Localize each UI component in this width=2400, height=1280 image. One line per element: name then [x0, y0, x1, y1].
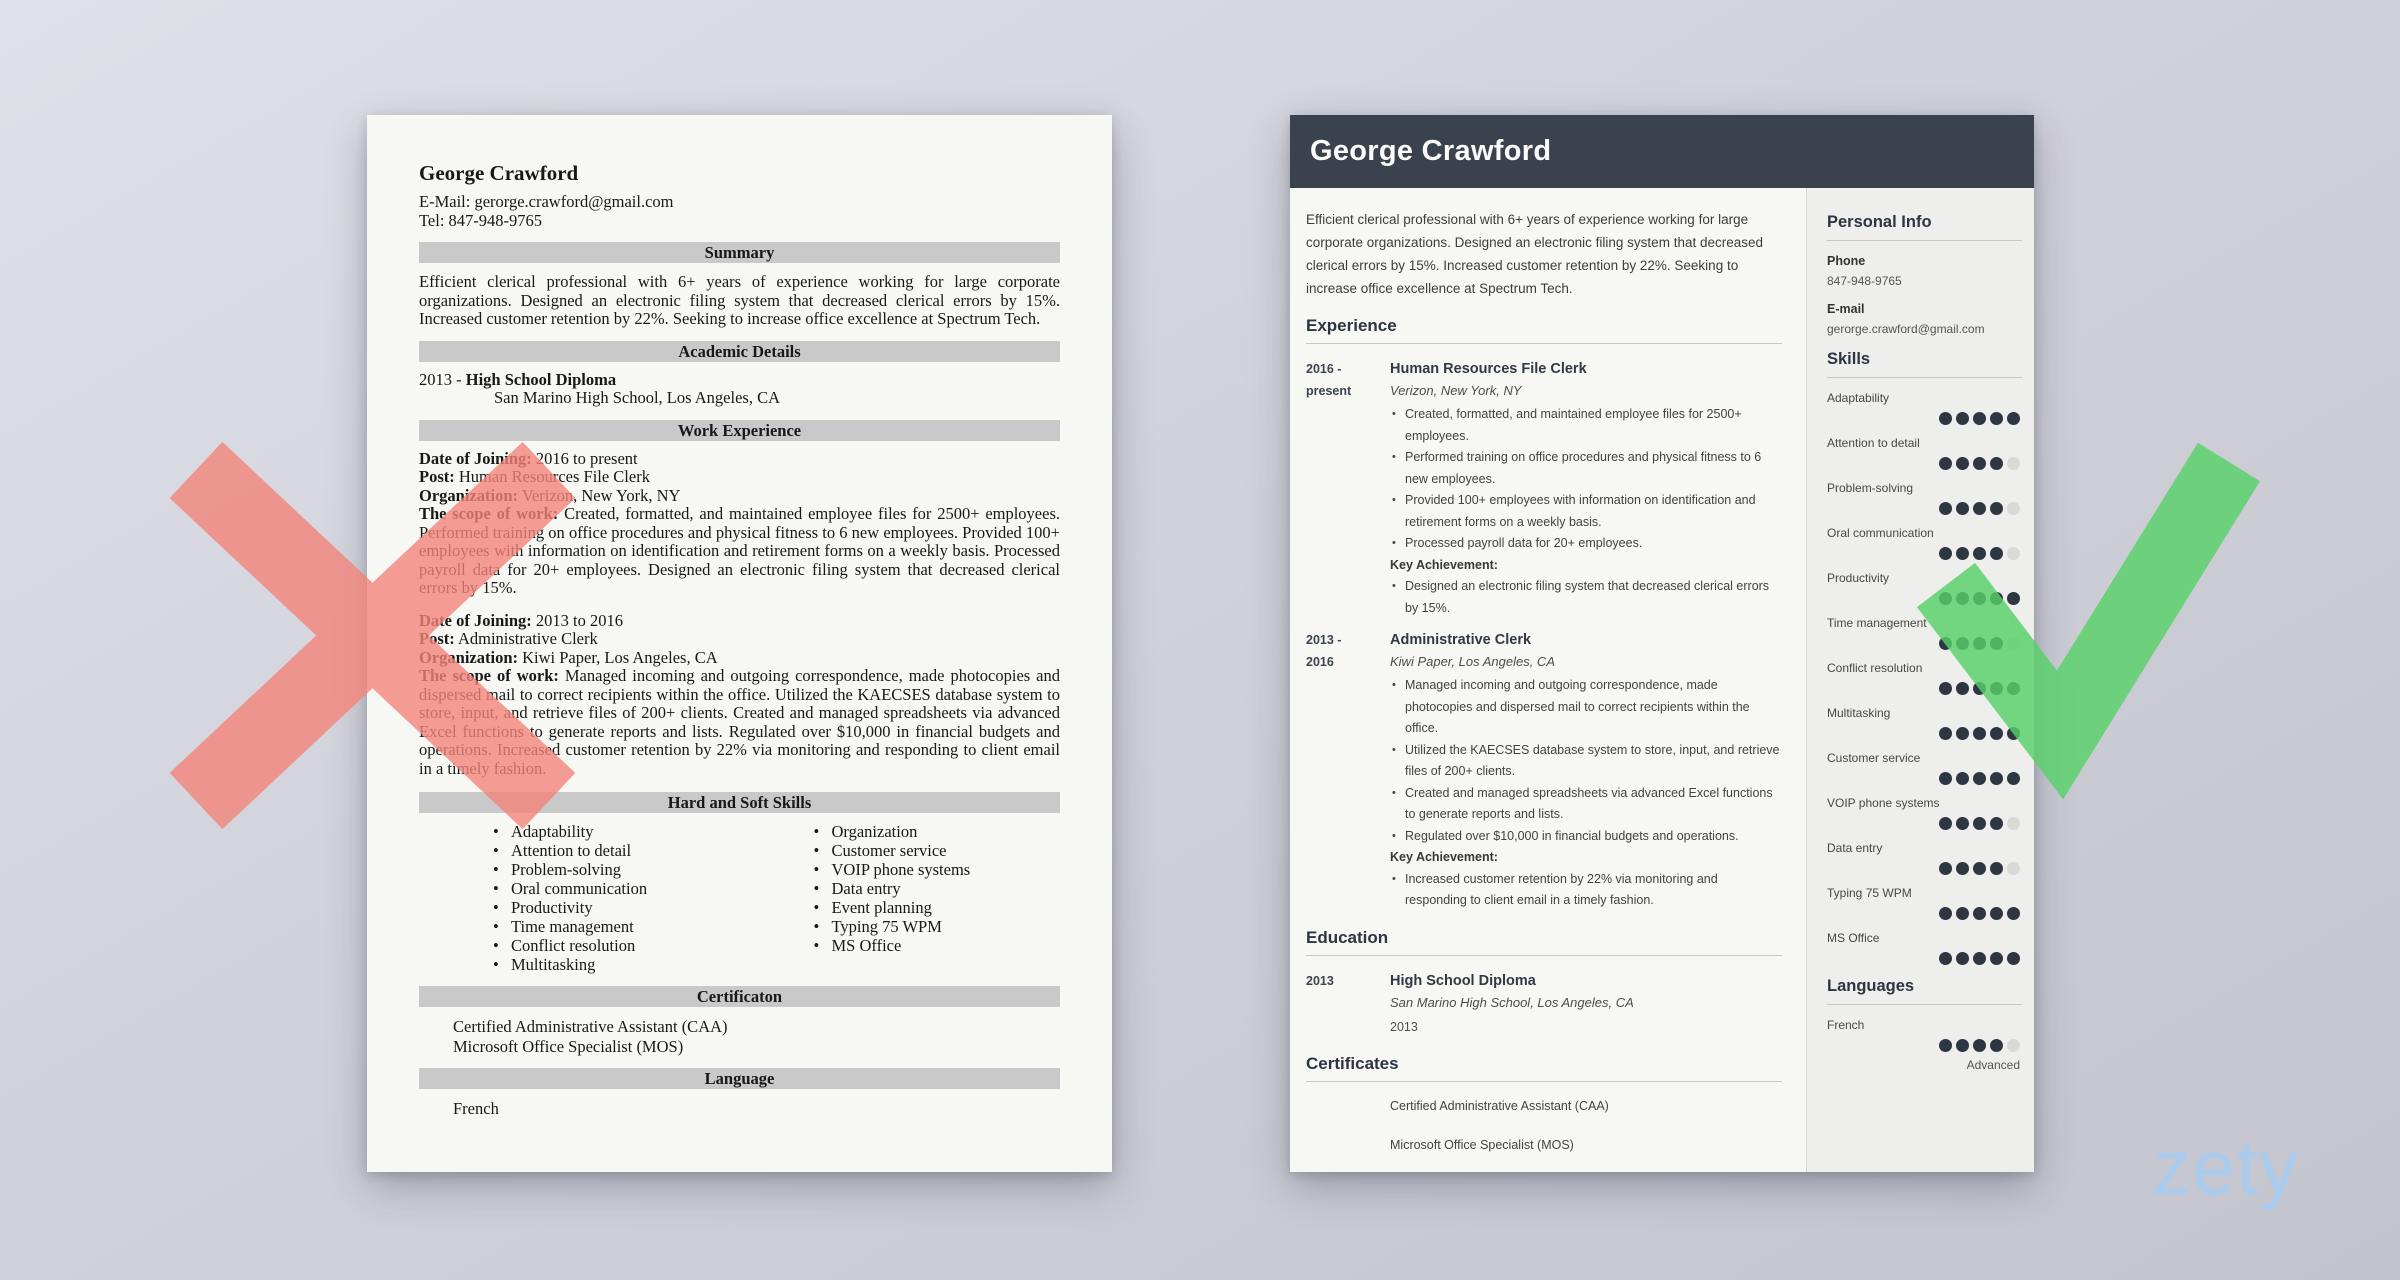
dot-filled-icon — [1990, 592, 2003, 605]
good-job-date-line: 2016 — [1306, 655, 1334, 669]
bad-skill-item: • Data entry — [814, 879, 1061, 898]
bad-skill-item: • Productivity — [493, 898, 740, 917]
bad-job-field-label: Organization: — [419, 485, 518, 505]
bad-skill-item: • Attention to detail — [493, 841, 740, 860]
dot-empty-icon — [2007, 547, 2020, 560]
bad-job-field: Organization: Verizon, New York, NY — [419, 485, 681, 505]
dot-filled-icon — [1956, 817, 1969, 830]
dot-filled-icon — [2007, 727, 2020, 740]
dot-filled-icon — [1973, 1039, 1986, 1052]
good-job-date-line: present — [1306, 384, 1352, 398]
sidebar-skill-name: Data entry — [1827, 841, 1883, 855]
dot-filled-icon — [1973, 412, 1986, 425]
good-resume-sidebar — [1806, 188, 2034, 1172]
sidebar-skill-name: Time management — [1827, 616, 1927, 630]
sidebar-skill-name: MS Office — [1827, 931, 1880, 945]
good-job-key-achievement-label: Key Achievement: — [1390, 557, 1498, 572]
sidebar-languages-list — [1827, 1018, 2022, 1072]
dot-filled-icon — [1939, 412, 1952, 425]
bad-section-header-academic: Academic Details — [419, 341, 1060, 362]
dot-filled-icon — [1939, 862, 1952, 875]
good-job-key-bullets — [1390, 576, 1782, 619]
skill-rating-dots — [1827, 727, 2022, 740]
dot-filled-icon — [1973, 862, 1986, 875]
dot-filled-icon — [1973, 727, 1986, 740]
bad-skill-item: • MS Office — [814, 936, 1061, 955]
dot-filled-icon — [1939, 457, 1952, 470]
bad-resume-content — [367, 115, 1112, 1119]
dot-filled-icon — [1939, 772, 1952, 785]
skill-rating-dots — [1827, 547, 2022, 560]
dot-filled-icon — [2007, 592, 2020, 605]
dot-filled-icon — [1990, 817, 2003, 830]
good-certificate-date-spacer — [1306, 1096, 1390, 1125]
good-job-key-bullet: • Designed an electronic filing system that decreased clerical errors by 15%. — [1390, 576, 1782, 619]
good-certificate-date-spacer — [1306, 1135, 1390, 1164]
skill-rating-dots — [1827, 502, 2022, 515]
dot-filled-icon — [1939, 817, 1952, 830]
bad-skill-item: • Conflict resolution — [493, 936, 740, 955]
good-job-bullet: • Utilized the KAECSES database system to store, input, and retrieve files of 200+ clients. — [1390, 740, 1782, 783]
sidebar-skill-name: VOIP phone systems — [1827, 796, 1940, 810]
dot-filled-icon — [1990, 457, 2003, 470]
good-job-bullet: • Created and managed spreadsheets via advanced Excel functions to generate reports and lists. — [1390, 783, 1782, 826]
bad-academic-year: 2013 - — [419, 369, 466, 389]
dot-empty-icon — [2007, 1039, 2020, 1052]
bad-skills-column — [740, 822, 1061, 974]
good-certificate-row — [1306, 1096, 1782, 1125]
sidebar-skill — [1827, 751, 2022, 785]
sidebar-phone-value: 847-948-9765 — [1827, 274, 1902, 288]
skill-rating-dots — [1827, 457, 2022, 470]
skill-rating-dots — [1827, 412, 2022, 425]
dot-filled-icon — [1939, 547, 1952, 560]
sidebar-language — [1827, 1018, 2022, 1072]
dot-filled-icon — [1956, 727, 1969, 740]
dot-filled-icon — [1939, 637, 1952, 650]
dot-filled-icon — [2007, 682, 2020, 695]
good-job-body — [1390, 629, 1782, 912]
dot-filled-icon — [1956, 772, 1969, 785]
bad-certification-item: Microsoft Office Specialist (MOS) — [453, 1036, 684, 1056]
good-resume-body — [1290, 188, 2034, 1172]
good-job-bullet: • Performed training on office procedures and physical fitness to 6 new employees. — [1390, 447, 1782, 490]
dot-filled-icon — [2007, 907, 2020, 920]
dot-filled-icon — [1939, 1039, 1952, 1052]
bad-skill-item: • Organization — [814, 822, 1061, 841]
good-job-key-achievement-label: Key Achievement: — [1390, 850, 1498, 864]
bad-job-scope: The scope of work: Managed incoming and outgoing correspondence, made photocopies and dispersed mail to correct recipients within the office. Utilized the KAECSES database system to store, input, and retrieve files of 200+ clients. Created and managed spreadsheets via advanced Excel functions to generate reports and lists. Regulated over $10,000 in financial budgets and operations. Increased customer retention by 22% via monitoring and responding to client email in a timely fashion. — [419, 666, 1061, 778]
good-job-dates — [1306, 629, 1390, 912]
good-section-header-education: Education — [1306, 928, 1782, 956]
dot-filled-icon — [1939, 907, 1952, 920]
bad-job-field-label: Organization: — [419, 647, 518, 667]
good-job-bullet: • Provided 100+ employees with information on identification and retirement forms on a weekly basis. — [1390, 490, 1782, 533]
good-job-dates — [1306, 358, 1390, 619]
skill-rating-dots — [1827, 772, 2022, 785]
good-education-degree: High School Diploma — [1390, 972, 1536, 989]
good-summary-text: Efficient clerical professional with 6+ years of experience working for large corporate organizations. Designed an electronic filing system that decreased clerical errors by 15%. Increased customer retention by 22%. Seeking to increase office excellence at Spectrum Tech. — [1306, 212, 1764, 296]
good-education-entry — [1306, 970, 1782, 1038]
sidebar-skill — [1827, 841, 2022, 875]
sidebar-language-name: French — [1827, 1018, 1865, 1032]
dot-filled-icon — [1956, 637, 1969, 650]
good-certificates-list — [1306, 1096, 1782, 1164]
bad-resume-name: George Crawford — [419, 161, 579, 185]
sidebar-skill — [1827, 436, 2022, 470]
bad-job-entry — [419, 612, 1060, 779]
bad-skill-item: • Adaptability — [493, 822, 740, 841]
bad-job-field-label: Post: — [419, 467, 455, 486]
sidebar-skill — [1827, 661, 2022, 695]
bad-academic-degree: High School Diploma — [465, 369, 617, 389]
sidebar-language-proficiency: Advanced — [1966, 1058, 2020, 1072]
sidebar-skill-name: Adaptability — [1827, 391, 1890, 405]
good-job-bullets — [1390, 404, 1782, 555]
good-job-company: Kiwi Paper, Los Angeles, CA — [1390, 654, 1555, 669]
dot-empty-icon — [2007, 817, 2020, 830]
bad-skill-item: • Event planning — [814, 898, 1061, 917]
good-job-company: Verizon, New York, NY — [1390, 383, 1522, 398]
sidebar-email-value: gerorge.crawford@gmail.com — [1827, 322, 1985, 336]
sidebar-skill — [1827, 571, 2022, 605]
bad-job-field: Organization: Kiwi Paper, Los Angeles, CA — [419, 647, 718, 667]
good-job-entry — [1306, 358, 1782, 619]
bad-section-header-certification: Certificaton — [419, 986, 1060, 1007]
bad-skill-item: • VOIP phone systems — [814, 860, 1061, 879]
bad-skill-item: • Problem-solving — [493, 860, 740, 879]
good-education-year: 2013 — [1306, 973, 1334, 988]
bad-job-scope-label: The scope of work: — [419, 504, 565, 523]
sidebar-skill-name: Attention to detail — [1827, 436, 1920, 450]
good-section-header-experience: Experience — [1306, 316, 1782, 344]
sidebar-skill — [1827, 796, 2022, 830]
bad-skill-item: • Typing 75 WPM — [814, 917, 1061, 936]
sidebar-skills-list — [1827, 391, 2022, 965]
dot-filled-icon — [1973, 817, 1986, 830]
dot-filled-icon — [1990, 682, 2003, 695]
bad-summary-text: Efficient clerical professional with 6+ years of experience working for large corporate organizations. Designed an electronic filing system that decreased clerical errors by 15%. Increased customer retention by 22%. Seeking to increase office excellence at Spectrum Tech. — [419, 272, 1060, 328]
bad-academic-school: San Marino High School, Los Angeles, CA — [494, 388, 780, 407]
skill-rating-dots — [1827, 817, 2022, 830]
skill-rating-dots — [1827, 1039, 2022, 1052]
dot-filled-icon — [1956, 907, 1969, 920]
bad-skills-column — [419, 822, 740, 974]
bad-certifications-list — [419, 1017, 1060, 1056]
bad-skill-item: • Customer service — [814, 841, 1061, 860]
sidebar-header-languages: Languages — [1827, 977, 2022, 1005]
bad-section-header-language: Language — [419, 1068, 1060, 1089]
good-resume-name: George Crawford — [1310, 135, 1552, 167]
dot-filled-icon — [1973, 907, 1986, 920]
dot-filled-icon — [1956, 1039, 1969, 1052]
skill-rating-dots — [1827, 952, 2022, 965]
bad-job-field: Post: Administrative Clerk — [419, 629, 598, 648]
dot-filled-icon — [2007, 412, 2020, 425]
bad-languages-list — [419, 1099, 1060, 1119]
good-job-body — [1390, 358, 1782, 619]
dot-empty-icon — [2007, 502, 2020, 515]
good-job-bullet: • Processed payroll data for 20+ employees. — [1390, 533, 1782, 555]
dot-filled-icon — [1990, 907, 2003, 920]
dot-filled-icon — [1939, 682, 1952, 695]
sidebar-skill — [1827, 391, 2022, 425]
dot-filled-icon — [1956, 952, 1969, 965]
skill-rating-dots — [1827, 592, 2022, 605]
good-job-title: Administrative Clerk — [1390, 632, 1532, 648]
bad-job-scope-label: The scope of work: — [419, 666, 565, 685]
skill-rating-dots — [1827, 862, 2022, 875]
bad-job-scope: The scope of work: Created, formatted, and maintained employee files for 2500+ employees. Performed training on office procedures and physical fitness to 6 new employees. Provided 100+ employees with information on identification and retirement forms on a weekly basis. Processed payroll data for 20+ employees. Designed an electronic filing system that decreased clerical errors by 15%. — [419, 504, 1061, 597]
dot-filled-icon — [1973, 592, 1986, 605]
dot-filled-icon — [1939, 592, 1952, 605]
good-job-date-line: 2016 - — [1306, 362, 1342, 376]
zety-logo: zety — [2152, 1123, 2300, 1211]
dot-filled-icon — [1973, 637, 1986, 650]
dot-filled-icon — [2007, 952, 2020, 965]
bad-resume-email: E-Mail: gerorge.crawford@gmail.com — [419, 192, 674, 211]
dot-filled-icon — [1939, 502, 1952, 515]
sidebar-email-label: E-mail — [1827, 302, 1865, 316]
good-job-bullets — [1390, 675, 1782, 847]
good-resume-header — [1290, 115, 2034, 188]
good-section-header-certificates: Certificates — [1306, 1054, 1782, 1082]
sidebar-phone-label: Phone — [1827, 254, 1866, 268]
bad-certification-item: Certified Administrative Assistant (CAA) — [453, 1017, 728, 1036]
bad-skill-item: • Time management — [493, 917, 740, 936]
dot-filled-icon — [1990, 952, 2003, 965]
bad-skill-item: • Oral communication — [493, 879, 740, 898]
bad-section-header-work: Work Experience — [419, 420, 1060, 441]
good-job-key-bullets — [1390, 869, 1782, 912]
good-resume-page — [1290, 115, 2034, 1172]
bad-section-header-summary: Summary — [419, 242, 1060, 263]
dot-filled-icon — [2007, 772, 2020, 785]
bad-section-header-skills: Hard and Soft Skills — [419, 792, 1060, 813]
bad-job-entry — [419, 450, 1060, 598]
sidebar-header-personal-info: Personal Info — [1827, 213, 2022, 241]
dot-filled-icon — [1990, 412, 2003, 425]
dot-filled-icon — [1973, 502, 1986, 515]
bad-job-field: Date of Joining: 2013 to 2016 — [419, 610, 623, 630]
bad-academic-entry — [419, 371, 1060, 408]
bad-job-field-label: Date of Joining: — [419, 610, 532, 630]
bad-language-item: French — [453, 1099, 499, 1118]
good-certificate-row — [1306, 1135, 1782, 1164]
bad-resume-phone: Tel: 847-948-9765 — [419, 210, 543, 230]
dot-filled-icon — [1939, 727, 1952, 740]
dot-filled-icon — [1990, 772, 2003, 785]
dot-filled-icon — [1956, 457, 1969, 470]
dot-filled-icon — [1990, 502, 2003, 515]
sidebar-skill — [1827, 706, 2022, 740]
sidebar-skill — [1827, 481, 2022, 515]
bad-jobs-list — [419, 450, 1060, 779]
sidebar-skill-name: Customer service — [1827, 751, 1921, 765]
bad-skill-item: • Multitasking — [493, 955, 740, 974]
sidebar-skill — [1827, 886, 2022, 920]
bad-skills-columns — [419, 822, 1060, 974]
dot-filled-icon — [1990, 1039, 2003, 1052]
skill-rating-dots — [1827, 907, 2022, 920]
bad-job-field-label: Date of Joining: — [419, 448, 532, 468]
good-job-date-line: 2013 - — [1306, 633, 1342, 647]
sidebar-skill-name: Problem-solving — [1827, 481, 1914, 495]
good-education-grad-year: 2013 — [1390, 1019, 1418, 1034]
good-experience-list — [1306, 358, 1782, 912]
good-certificate-item: Microsoft Office Specialist (MOS) — [1390, 1137, 1574, 1152]
good-certificate-item: Certified Administrative Assistant (CAA) — [1390, 1098, 1609, 1113]
sidebar-skill — [1827, 616, 2022, 650]
sidebar-skill-name: Conflict resolution — [1827, 661, 1923, 675]
dot-filled-icon — [1990, 727, 2003, 740]
dot-filled-icon — [1956, 592, 1969, 605]
good-resume-main-column — [1290, 188, 1806, 1172]
bad-job-field: Date of Joining: 2016 to present — [419, 448, 638, 468]
dot-empty-icon — [2007, 862, 2020, 875]
dot-filled-icon — [1956, 862, 1969, 875]
good-job-bullet: • Regulated over $10,000 in financial budgets and operations. — [1390, 826, 1782, 848]
dot-filled-icon — [1990, 637, 2003, 650]
good-job-bullet: • Created, formatted, and maintained employee files for 2500+ employees. — [1390, 404, 1782, 447]
sidebar-skill — [1827, 526, 2022, 560]
skill-rating-dots — [1827, 682, 2022, 695]
good-job-entry — [1306, 629, 1782, 912]
good-job-key-bullet: • Increased customer retention by 22% via monitoring and responding to client email in a timely fashion. — [1390, 869, 1782, 912]
sidebar-skill — [1827, 931, 2022, 965]
good-education-school: San Marino High School, Los Angeles, CA — [1390, 994, 1634, 1010]
good-job-bullet: • Managed incoming and outgoing correspondence, made photocopies and dispersed mail to correct recipients within the office. — [1390, 675, 1782, 740]
dot-filled-icon — [1956, 412, 1969, 425]
skill-rating-dots — [1827, 637, 2022, 650]
dot-filled-icon — [1990, 862, 2003, 875]
dot-filled-icon — [1973, 457, 1986, 470]
dot-filled-icon — [1956, 547, 1969, 560]
dot-filled-icon — [1973, 952, 1986, 965]
bad-job-field-label: Post: — [419, 629, 455, 648]
dot-filled-icon — [1956, 682, 1969, 695]
dot-filled-icon — [1939, 952, 1952, 965]
good-job-title: Human Resources File Clerk — [1390, 361, 1587, 377]
bad-job-field: Post: Human Resources File Clerk — [419, 467, 650, 486]
dot-filled-icon — [1973, 772, 1986, 785]
dot-filled-icon — [1973, 682, 1986, 695]
dot-filled-icon — [1990, 547, 2003, 560]
dot-filled-icon — [1956, 502, 1969, 515]
dot-empty-icon — [2007, 457, 2020, 470]
dot-filled-icon — [1973, 547, 1986, 560]
sidebar-skill-name: Oral communication — [1827, 526, 1934, 540]
sidebar-skill-name: Typing 75 WPM — [1827, 886, 1912, 900]
dot-empty-icon — [2007, 637, 2020, 650]
sidebar-skill-name: Multitasking — [1827, 706, 1891, 720]
sidebar-skill-name: Productivity — [1827, 571, 1890, 585]
bad-resume-page — [367, 115, 1112, 1172]
sidebar-header-skills: Skills — [1827, 350, 2022, 378]
